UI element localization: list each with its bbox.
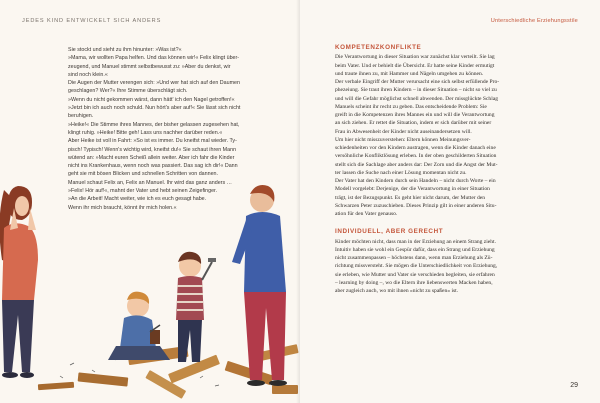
text-line: sie erleben, wie Mutter und Vater sie verschieden begleiten, sie erfahren [335,271,495,278]
text-line: pisch! Typisch! Wenn's wichtig wird, kneifst du!« Sie schaut ihren Mann [68,146,237,153]
text-line: schiedenheiten vor den Kindern austragen, wenn die Kinder danach eine [335,145,496,151]
text-line: Um hier nicht misszuverstehen: Eltern können Meinungsver- [335,136,471,143]
text-line: richtung missversteht. Sie mögen die Unterschiedlichkeit von Erziehung, [335,263,498,270]
text-line: geschlagen? Wer?« Ihre Stimme überschlägt sich. [68,88,188,95]
text-line: trägt, ist der Bezugspunkt. Es geht hier nicht darum, der Mutter den [335,194,486,201]
text-line: aber zugleich auch, wo mit ihnen »nicht zu spaßen« ist. [335,288,459,294]
text-line: Die Augen der Mutter verengen sich: »Und wer hat sich auf den Daumen [68,80,240,87]
text-line: – learning by doing –, wo die Eltern ihre liebenswerten Macken haben, [335,279,493,286]
text-line: »Heike!« Die Stimme ihres Mannes, der bisher gelassen zugesehen hat, [68,121,240,128]
text-line: an sich ziehen. Er rettet die Situation, indem er sich darüber mit seiner [335,120,492,127]
page-number: 29 [570,382,578,389]
running-head-right: Unterschiedliche Erziehungsstile [490,18,578,24]
text-line: Sie stockt und sieht zu ihm hinunter: »Was ist?« [68,47,182,53]
text-line: und will die Gefahr möglichst schnell abwenden. Der missglückte Schlag [335,95,498,102]
running-head-left: JEDES KIND ENTWICKELT SICH ANDERS [22,18,162,24]
text-line: zeugend, und Manuel stimmt selbstbewusst zu: »Aber du denkst, wir [68,63,231,70]
text-line: Aber Heike ist voll in Fahrt: »So ist es immer. Du kneifst mal wieder. Ty- [68,138,237,145]
text-line: ation für den Vater genauso. [335,211,398,217]
text-line: phezeiung. Sie traut ihren Kindern – in dieser Situation – nicht so viel zu [335,87,497,94]
section-heading-individuell: INDIVIDUELL, ABER GERECHT [335,228,444,236]
text-line: »Wenn du nicht gekommen wärst, dann hätt' ich den Nagel getroffen!« [68,96,235,103]
right-column-text [335,44,575,295]
text-line: wütend an: »Macht euren Scheiß allein weiter. Aber ich fahr die Kinder [68,154,235,161]
text-line: Die Verantwortung in dieser Situation war zunächst klar verteilt. Sie lag [335,54,495,61]
text-line: Der verbale Eingriff der Mutter verursacht eine sich selbst erfüllende Pro- [335,79,500,85]
text-line: beruhigen. [68,113,94,120]
text-line: Manuels scheint ihr recht zu geben. Das entscheidende Problem: Sie [335,103,487,110]
text-line: »Jetzt bin ich auch noch schuld. Nun hört's aber auf!« Sie lässt sich nicht [68,105,241,112]
text-line: Kinder möchten nicht, dass man in der Erziehung an einem Strang zieht. [335,238,496,245]
text-line: »An die Arbeit! Macht weiter, wie ich es euch gesagt habe. [68,196,207,203]
text-line: versöhnliche Konfliktlösung erleben. In der oben geschilderten Situation [335,153,497,160]
text-line: sind noch klein.« [68,71,108,78]
text-line: geht sie mit bösen Blicken und schnellen Schritten von dannen. [68,171,219,178]
text-line: Frau in Abwesenheit der Kinder nicht auseinandersetzen will. [335,128,472,135]
text-line: greift in die Kompetenzen ihres Mannes ein und will die Verantwortung [335,112,495,118]
text-line: beim Vater. Und er behielt die Übersicht. Er hatte seine Kinder ermutigt [335,62,495,69]
section-body-kompetenzkonflikte [335,53,575,218]
text-line: »Felix! Hör auf!«, mahnt der Vater und hebt seinen Zeigefinger. [68,188,218,195]
text-line: stellt sich die Sachlage aber anders dar: Der Zorn und die Angst der Mut- [335,161,498,168]
father-figure [232,185,287,386]
crying-child-figure [108,292,170,360]
text-line: Modell vorgelebt: Derjenige, der die Verantwortung in einer Situation [335,186,490,193]
section-heading-kompetenzkonflikte: KOMPETENZKONFLIKTE [335,44,422,51]
text-line: nicht ins Krankenhaus, wenn noch was passiert. Das sag ich dir!« Dann [68,163,238,170]
text-line: nicht zusammenpassen – höchstens dann, wenn man Erziehung als Zü- [335,255,493,261]
text-line: Der Vater hat den Kindern durch sein Handeln – nicht durch Worte – ein [335,178,496,184]
standing-child-figure [176,252,216,362]
text-line: und traute ihnen zu, mit Hammer und Nägeln umgehen zu können. [335,70,484,77]
text-line: klingt ruhig. »Heike! Bitte geh! Lass uns nachher darüber reden.« [68,129,223,136]
text-line: »Mama, wir wollten Papa helfen. Und das können wir!« Felix klingt über- [68,55,240,62]
mother-figure [0,186,38,378]
text-line: ter lassen die Suche nach einer Lösung momentan nicht zu. [335,169,467,176]
section-body-individuell [335,238,575,296]
text-line: Schwarzen Peter zuzuschieben. Dieses Prinzip gilt in einer anderen Situ- [335,202,497,209]
text-line: Manuel schaut Felix an, Felix an Manuel. Ihr wird das ganz anders … [68,179,232,186]
family-conflict-illustration [0,180,300,403]
text-line: Intuitiv haben sie wohl ein Gespür dafür, dass ein Strang und Erziehung [335,246,495,253]
text-line: Wenn ihr mich braucht, könnt ihr mich holen.« [68,204,177,211]
